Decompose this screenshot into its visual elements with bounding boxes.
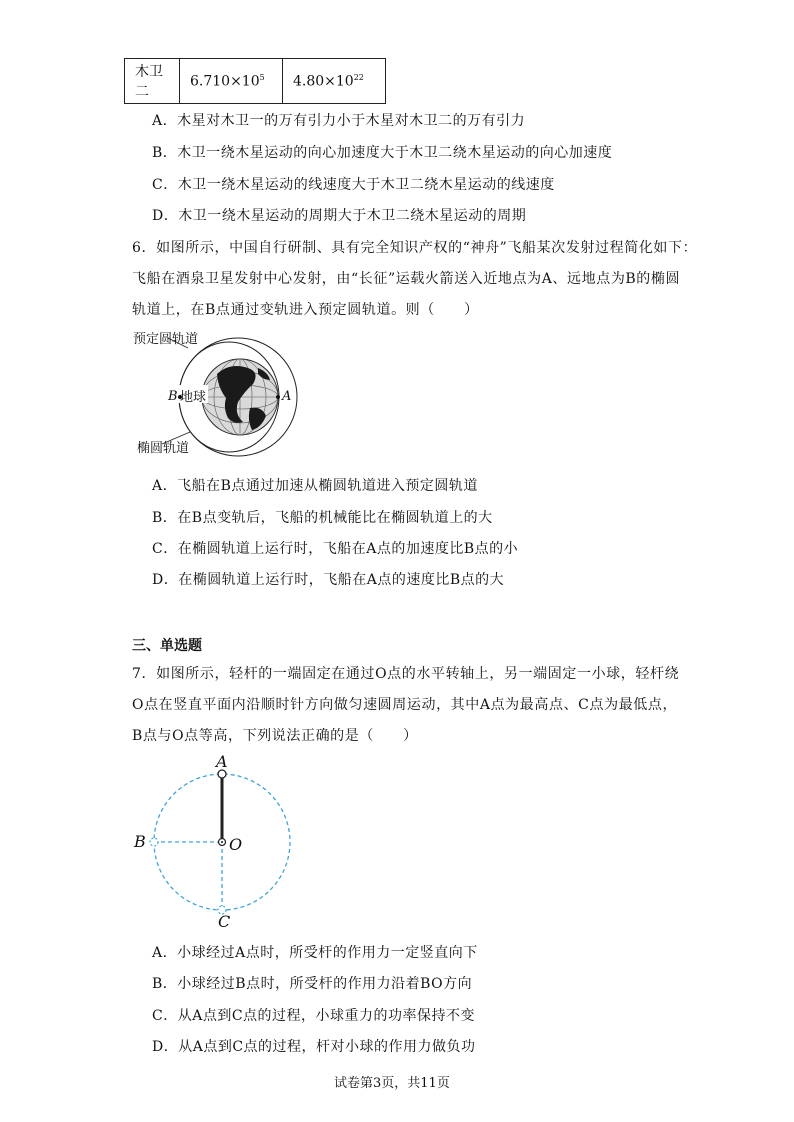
mass-cell: $4.80\times 10^{22}$ bbox=[283, 59, 386, 104]
q7-option-c: C．从A点到C点的过程，小球重力的功率保持不变 bbox=[152, 1008, 476, 1024]
q6-stem-line3: 轨道上，在B点通过变轨进入预定圆轨道。则（ ） bbox=[132, 302, 479, 318]
label-a: A bbox=[216, 752, 228, 771]
q7-option-b: B．小球经过B点时，所受杆的作用力沿着BO方向 bbox=[152, 976, 473, 992]
ball-at-a bbox=[218, 770, 226, 778]
label-point-b: B bbox=[168, 389, 178, 404]
label-elliptical-orbit: 椭圆轨道 bbox=[137, 441, 190, 456]
table-row bbox=[125, 59, 386, 104]
moon-data-table bbox=[124, 58, 386, 104]
label-point-a: A bbox=[282, 389, 292, 404]
point-a-marker bbox=[276, 395, 280, 399]
label-c: C bbox=[218, 912, 231, 931]
q5-option-a: A．木星对木卫一的万有引力小于木星对木卫二的万有引力 bbox=[152, 113, 526, 129]
moon-name-cell: 木卫二 bbox=[125, 59, 180, 104]
ball-at-b bbox=[150, 838, 158, 846]
radius-cell: $6.710\times 10^5$ bbox=[180, 59, 283, 104]
page-footer: 试卷第3页，共11页 bbox=[334, 1076, 450, 1091]
q6-option-d: D．在椭圆轨道上运行时，飞船在A点的速度比B点的大 bbox=[152, 572, 505, 588]
q5-option-c: C．木卫一绕木星运动的线速度大于木卫二绕木星运动的线速度 bbox=[152, 177, 555, 193]
q5-option-d: D．木卫一绕木星运动的周期大于木卫二绕木星运动的周期 bbox=[152, 208, 527, 224]
label-earth: 地球 bbox=[180, 390, 207, 405]
q6-option-c: C．在椭圆轨道上运行时，飞船在A点的加速度比B点的小 bbox=[152, 541, 519, 557]
q7-stem-line1: 7．如图所示，轻杆的一端固定在通过O点的水平转轴上，另一端固定一小球，轻杆绕 bbox=[132, 666, 680, 682]
q6-option-b: B．在B点变轨后，飞船的机械能比在椭圆轨道上的大 bbox=[152, 510, 493, 526]
q7-stem-line2: O点在竖直平面内沿顺时针方向做匀速圆周运动，其中A点为最高点、C点为最低点， bbox=[132, 697, 678, 713]
circular-motion-diagram bbox=[140, 752, 300, 932]
label-o: O bbox=[229, 835, 243, 854]
q5-option-b: B．木卫一绕木星运动的向心加速度大于木卫二绕木星运动的向心加速度 bbox=[152, 145, 613, 161]
label-b: B bbox=[134, 832, 146, 851]
q6-stem-line2: 飞船在酒泉卫星发射中心发射，由“长征”运载火箭送入近地点为A、远地点为B的椭圆 bbox=[132, 271, 681, 287]
q7-stem-line3: B点与O点等高，下列说法正确的是（ ） bbox=[132, 728, 418, 744]
q6-stem-line1: 6．如图所示，中国自行研制、具有完全知识产权的“神舟”飞船某次发射过程简化如下： bbox=[132, 240, 698, 256]
earth-globe bbox=[202, 359, 278, 435]
section-title: 三、单选题 bbox=[132, 638, 202, 654]
q6-option-a: A．飞船在B点通过加速从椭圆轨道进入预定圆轨道 bbox=[152, 478, 478, 494]
label-circular-orbit: 预定圆轨道 bbox=[133, 332, 199, 347]
q7-option-a: A．小球经过A点时，所受杆的作用力一定竖直向下 bbox=[152, 945, 478, 961]
q7-option-d: D．从A点到C点的过程，杆对小球的作用力做负功 bbox=[152, 1039, 476, 1055]
